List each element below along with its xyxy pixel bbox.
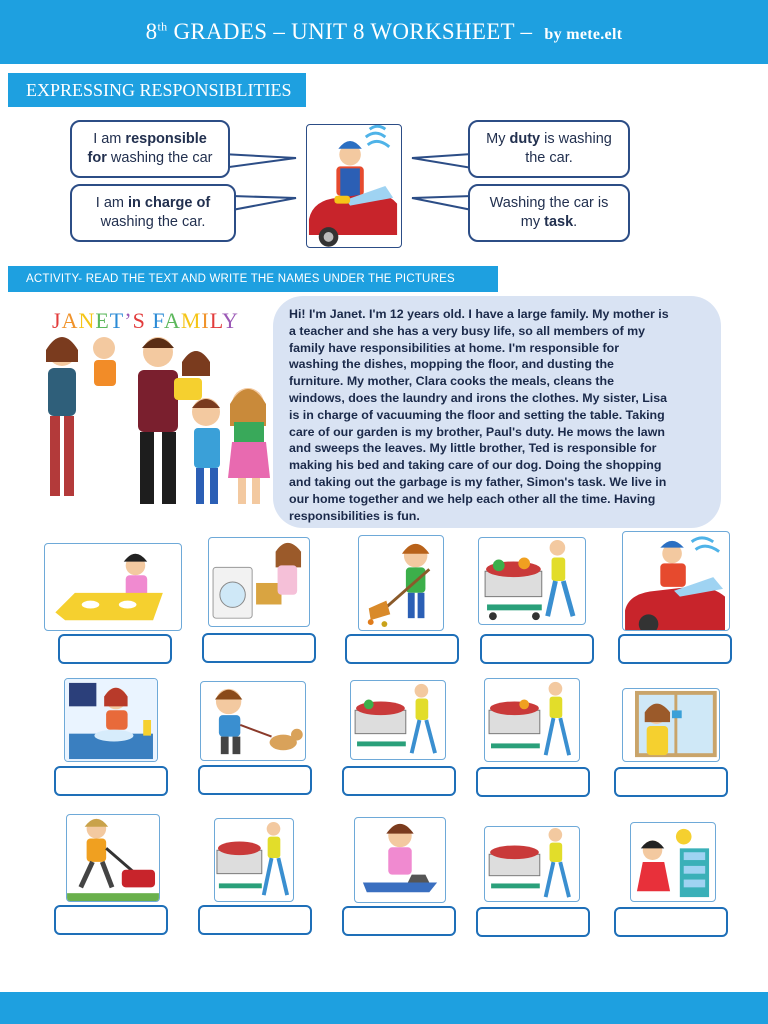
- story-line: family have responsibilities at home. I'm responsible for: [289, 340, 620, 355]
- family-title-letter: I: [201, 308, 210, 333]
- story-text: [273, 296, 721, 528]
- answer-box-8[interactable]: [342, 766, 456, 796]
- dusting-furniture-icon: [630, 822, 716, 902]
- story-line: and taking out the garbage is my father, Simon's task. We live in: [289, 474, 667, 489]
- family-title-letter: M: [180, 308, 202, 333]
- answer-box-11[interactable]: [54, 905, 168, 935]
- mowing-lawn-icon: [66, 814, 160, 902]
- answer-box-3[interactable]: [345, 634, 459, 664]
- answer-box-12[interactable]: [198, 905, 312, 935]
- story-line: responsibilities is fun.: [289, 508, 420, 523]
- story-line: making his bed and taking care of our dog. Doing the shopping: [289, 458, 662, 473]
- family-title-letter: E: [95, 308, 110, 333]
- family-title-letter: J: [52, 308, 62, 333]
- shopping-cart-icon: [484, 826, 580, 902]
- answer-box-14[interactable]: [476, 907, 590, 937]
- setting-table-icon: [44, 543, 182, 631]
- answer-box-7[interactable]: [198, 765, 312, 795]
- family-title-letter: S: [132, 308, 146, 333]
- answer-box-4[interactable]: [480, 634, 594, 664]
- family-illustration: [34, 332, 274, 514]
- family-title-letter: L: [209, 308, 222, 333]
- story-line: our home together and we help each other all the time. Having: [289, 491, 656, 506]
- activity-title: ACTIVITY- READ THE TEXT AND WRITE THE NAMES UNDER THE PICTURES: [8, 266, 498, 292]
- answer-box-13[interactable]: [342, 906, 456, 936]
- washing-dishes-icon: [64, 678, 158, 762]
- walking-dog-icon: [200, 681, 306, 761]
- story-line: furniture. My mother, Clara cooks the meals, cleans the: [289, 374, 615, 389]
- worksheet-title: 8th GRADES – UNIT 8 WORKSHEET – by mete.elt: [145, 19, 623, 44]
- family-title-letter: A: [61, 308, 79, 333]
- story-line: care of our garden is my brother, Paul's duty. He mows the lawn: [289, 424, 665, 439]
- story-line: a teacher and she has a very busy life, so all members of my: [289, 323, 646, 338]
- header-bar: [0, 0, 768, 64]
- washing-car-icon: [306, 124, 402, 248]
- answer-box-6[interactable]: [54, 766, 168, 796]
- answer-box-9[interactable]: [476, 767, 590, 797]
- ironing-icon: [354, 817, 446, 903]
- family-title-letter: A: [163, 308, 181, 333]
- shopping-cart-icon: [484, 678, 580, 762]
- family-title-letter: N: [78, 308, 96, 333]
- story-line: washing the dishes, mopping the floor, and dusting the: [289, 357, 614, 372]
- answer-box-2[interactable]: [202, 633, 316, 663]
- bubble-task: Washing the car is my task.: [468, 184, 630, 242]
- answer-box-15[interactable]: [614, 907, 728, 937]
- story-line: and sweeps the leaves. My little brother, Ted is responsible for: [289, 441, 657, 456]
- laundry-icon: [208, 537, 310, 627]
- story-line: windows, does the laundry and irons the clothes. My sister, Lisa: [289, 390, 667, 405]
- washing-car-icon: [622, 531, 730, 631]
- family-title-letter: ’: [124, 308, 133, 333]
- footer-bar: [0, 992, 768, 1024]
- family-title-letter: Y: [221, 308, 239, 333]
- shopping-cart-icon: [478, 537, 586, 625]
- shopping-cart-icon: [214, 818, 294, 902]
- answer-box-10[interactable]: [614, 767, 728, 797]
- author-credit: by mete.elt: [544, 26, 623, 43]
- sweeping-leaves-icon: [358, 535, 444, 631]
- shopping-cart-icon: [350, 680, 446, 760]
- section-title: EXPRESSING RESPONSIBLITIES: [8, 73, 306, 107]
- bubble-in-charge: I am in charge of washing the car.: [70, 184, 236, 242]
- story-line: is in charge of vacuuming the floor and setting the table. Taking: [289, 407, 665, 422]
- family-title-letter: F: [152, 308, 164, 333]
- story-line: Hi! I'm Janet. I'm 12 years old. I have a large family. My mother is: [289, 307, 669, 321]
- family-title-letter: T: [109, 308, 125, 333]
- answer-box-5[interactable]: [618, 634, 732, 664]
- cleaning-window-icon: [622, 688, 720, 762]
- answer-box-1[interactable]: [58, 634, 172, 664]
- bubble-duty: My duty is washing the car.: [468, 120, 630, 178]
- bubble-responsible: I am responsible for washing the car: [70, 120, 230, 178]
- family-title: [52, 308, 239, 334]
